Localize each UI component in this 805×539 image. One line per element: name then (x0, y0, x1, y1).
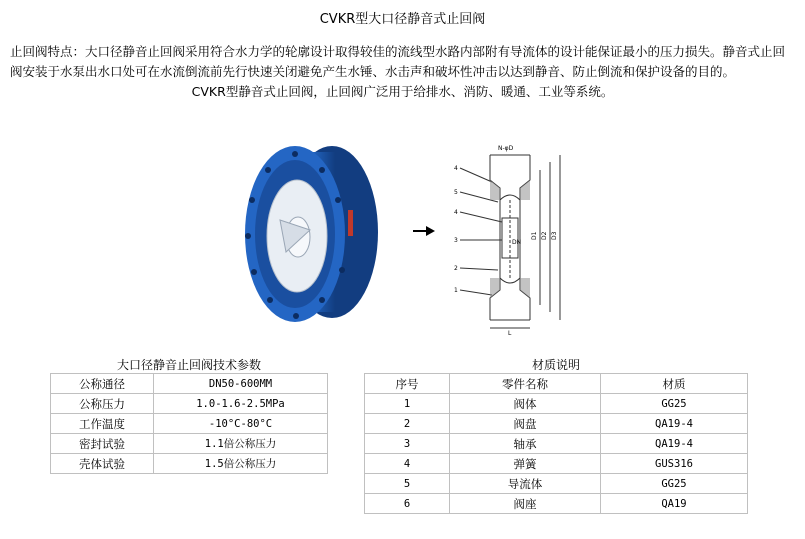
table-row (365, 434, 748, 454)
table-header-row (365, 374, 748, 394)
cell-no: 5 (365, 474, 450, 494)
cell-part: 弹簧 (450, 454, 601, 474)
cell-part: 轴承 (450, 434, 601, 454)
table-row (365, 474, 748, 494)
drawing-dn-label: DN (512, 239, 522, 246)
cell-part: 阀座 (450, 494, 601, 514)
arrow-icon (412, 225, 436, 237)
drawing-part-label: 4 (454, 165, 458, 172)
drawing-dim-label: D2 (541, 231, 548, 240)
material-table (364, 373, 748, 514)
table-row (365, 394, 748, 414)
cell-no: 4 (365, 454, 450, 474)
cell-material: GUS316 (601, 454, 748, 474)
cell-material: QA19-4 (601, 414, 748, 434)
table-row (365, 454, 748, 474)
drawing-part-label: 1 (454, 287, 458, 294)
col-header-part: 零件名称 (450, 374, 601, 394)
cell-no: 1 (365, 394, 450, 414)
param-name: 密封试验 (51, 434, 154, 454)
cell-part: 导流体 (450, 474, 601, 494)
intro-application: CVKR型静音式止回阀，止回阀广泛用于给排水、消防、暖通、工业等系统。 (191, 84, 614, 99)
cell-no: 6 (365, 494, 450, 514)
param-name: 公称通径 (51, 374, 154, 394)
valve-photo (240, 140, 380, 330)
drawing-dim-label: D3 (551, 231, 558, 240)
cell-material: GG25 (601, 474, 748, 494)
material-table-caption: 材质说明 (531, 358, 580, 372)
param-value: DN50-600MM (154, 374, 328, 394)
param-value: 1.0-1.6-2.5MPa (154, 394, 328, 414)
table-row (365, 414, 748, 434)
drawing-part-label: 3 (454, 237, 458, 244)
drawing-length-label: L (508, 330, 512, 335)
tech-params-table (50, 373, 328, 474)
cell-material: QA19 (601, 494, 748, 514)
page-title: CVKR型大口径静音式止回阀 (319, 12, 486, 27)
param-value: -10°C-80°C (154, 414, 328, 434)
table-row (51, 414, 328, 434)
intro-paragraph: 止回阀特点：大口径静音止回阀采用符合水力学的轮廓设计取得较佳的流线型水路内部附有导流体的设计能保证最小的压力损失。静音式止回阀安装于水泵出水口处可在水流倒流前先行快速关闭避免产生水锤、水击声和破坏性冲击以达到静音、防止倒流和保护设备的目的。 (10, 44, 786, 79)
cell-no: 2 (365, 414, 450, 434)
drawing-part-label: 2 (454, 265, 458, 272)
col-header-no: 序号 (365, 374, 450, 394)
param-name: 工作温度 (51, 414, 154, 434)
param-value: 1.1倍公称压力 (154, 434, 328, 454)
drawing-part-label: 4 (454, 209, 458, 216)
param-value: 1.5倍公称压力 (154, 454, 328, 474)
table-row (51, 454, 328, 474)
valve-section-drawing (440, 140, 580, 335)
intro-text (10, 42, 795, 102)
cell-part: 阀盘 (450, 414, 601, 434)
cell-no: 3 (365, 434, 450, 454)
table-row (51, 434, 328, 454)
table-row (51, 374, 328, 394)
cell-part: 阀体 (450, 394, 601, 414)
table-row (51, 394, 328, 414)
cell-material: GG25 (601, 394, 748, 414)
table-row (365, 494, 748, 514)
drawing-label-top: N-φD (498, 145, 514, 152)
param-name: 壳体试验 (51, 454, 154, 474)
param-name: 公称压力 (51, 394, 154, 414)
drawing-dim-label: D1 (531, 231, 538, 240)
col-header-material: 材质 (601, 374, 748, 394)
drawing-part-label: 5 (454, 189, 458, 196)
cell-material: QA19-4 (601, 434, 748, 454)
tech-table-caption: 大口径静音止回阀技术参数 (116, 358, 261, 372)
